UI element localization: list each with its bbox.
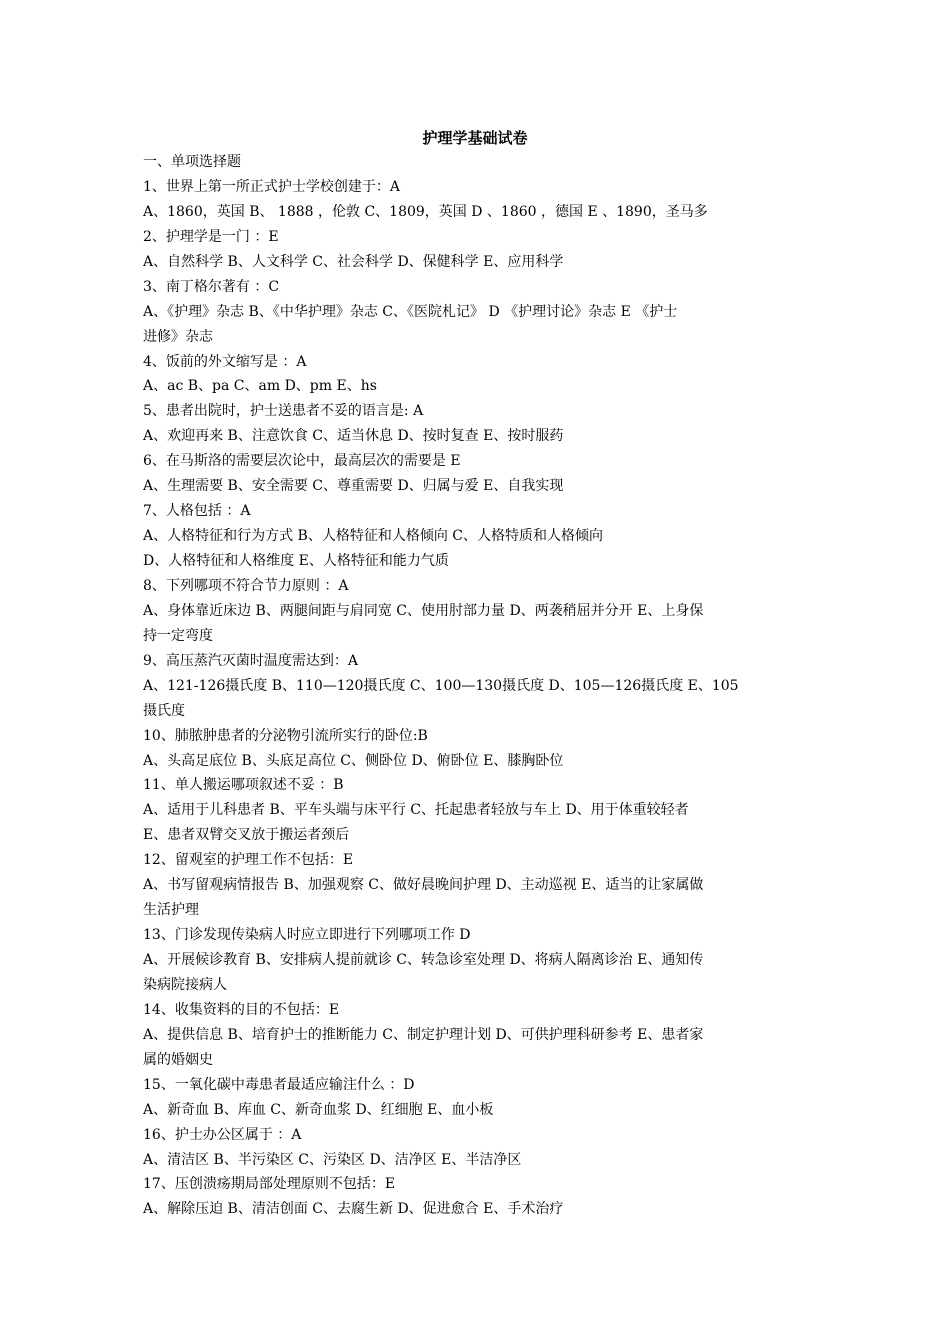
text-line: 10、肺脓肿患者的分泌物引流所实行的卧位:B	[143, 727, 428, 744]
text-line: 16、护士办公区属于 ：A	[143, 1126, 302, 1143]
text-line: 2、护理学是一门 ：E	[143, 228, 279, 245]
text-line: A、生理需要 B、安全需要 C、尊重需要 D、归属与爱 E、自我实现	[143, 478, 564, 495]
text-line: 持一定弯度	[143, 627, 213, 644]
text-line: A、自然科学 B、人文科学 C、社会科学 D、保健科学 E、应用科学	[143, 253, 564, 270]
text-line: 13、门诊发现传染病人时应立即进行下列哪项工作 D	[143, 927, 471, 944]
text-line: 8、下列哪项不符合节力原则 ：A	[143, 577, 349, 594]
text-line: 摄氏度	[143, 702, 185, 719]
text-line: 5、患者出院时，护士送患者不妥的语言是: A	[143, 403, 424, 420]
text-line: 9、高压蒸汽灭菌时温度需达到：A	[143, 652, 359, 669]
text-line: A、121-126摄氏度 B、110—120摄氏度 C、100—130摄氏度 D、105—126摄氏度 E、105	[143, 677, 739, 694]
text-line: A、清洁区 B、半污染区 C、污染区 D、洁净区 E、半洁净区	[143, 1151, 522, 1168]
document-body	[143, 150, 811, 1222]
text-line: A、身体靠近床边 B、两腿间距与肩同宽 C、使用肘部力量 D、两袭稍屈并分开 E、上身保	[143, 602, 704, 619]
text-line: 15、一氧化碳中毒患者最适应输注什么 ：D	[143, 1076, 415, 1093]
text-line: A、欢迎再来 B、注意饮食 C、适当休息 D、按时复查 E、按时服药	[143, 428, 564, 445]
text-line: 6、在马斯洛的需要层次论中，最高层次的需要是 E	[143, 453, 461, 470]
text-line: 11、单人搬运哪项叙述不妥 ：B	[143, 777, 344, 794]
text-line: 4、饭前的外文缩写是 ：A	[143, 353, 307, 370]
text-line: 7、人格包括 ：A	[143, 503, 251, 520]
text-line: A、ac B、pa C、am D、pm E、hs	[143, 378, 377, 395]
text-line: D、人格特征和人格维度 E、人格特征和能力气质	[143, 553, 449, 569]
text-line: A、提供信息 B、培育护士的推断能力 C、制定护理计划 D、可供护理科研参考 E、患者家	[143, 1026, 704, 1043]
text-line: 一、单项选择题	[143, 154, 241, 170]
text-line: A、新奇血 B、库血 C、新奇血浆 D、红细胞 E、血小板	[143, 1101, 494, 1118]
text-line: 17、压创溃疡期局部处理原则不包括：E	[143, 1176, 396, 1193]
text-line: E、患者双臂交叉放于搬运者颈后	[143, 827, 350, 844]
text-line: 进修》杂志	[143, 328, 213, 345]
text-line: 1、世界上第一所正式护士学校创建于：A	[143, 178, 401, 195]
text-line: A、开展候诊教育 B、安排病人提前就诊 C、转急诊室处理 D、将病人隔离诊治 E、通知传	[143, 952, 704, 968]
text-line: 染病院接病人	[143, 976, 227, 993]
text-line: 12、留观室的护理工作不包括：E	[143, 852, 354, 869]
text-line: A、1860，英国 B、 1888 ，伦敦 C、1809，英国 D 、1860 ，德国 E 、1890，圣马多	[143, 203, 708, 220]
text-line: 3、南丁格尔著有 ：C	[143, 278, 280, 295]
text-line: 14、收集资料的目的不包括：E	[143, 1001, 340, 1018]
document-title: 护理学基础试卷	[422, 129, 528, 147]
text-line: A、书写留观病情报告 B、加强观察 C、做好晨晚间护理 D、主动巡视 E、适当的让家属做	[143, 877, 704, 894]
text-line: 属的婚姻史	[143, 1051, 213, 1068]
text-line: A、头高足底位 B、头底足高位 C、侧卧位 D、俯卧位 E、膝胸卧位	[143, 752, 564, 769]
text-line: A、人格特征和行为方式 B、人格特征和人格倾向 C、人格特质和人格倾向	[143, 528, 604, 545]
text-line: A、《护理》杂志 B、《中华护理》杂志 C、《医院札记》 D 《护理讨论》杂志 E 《护士	[143, 303, 678, 320]
text-line: 生活护理	[143, 902, 199, 919]
text-line: A、适用于儿科患者 B、平车头端与床平行 C、托起患者轻放与车上 D、用于体重较轻者	[143, 802, 689, 819]
text-line: A、解除压迫 B、清洁创面 C、去腐生新 D、促进愈合 E、手术治疗	[143, 1201, 564, 1218]
